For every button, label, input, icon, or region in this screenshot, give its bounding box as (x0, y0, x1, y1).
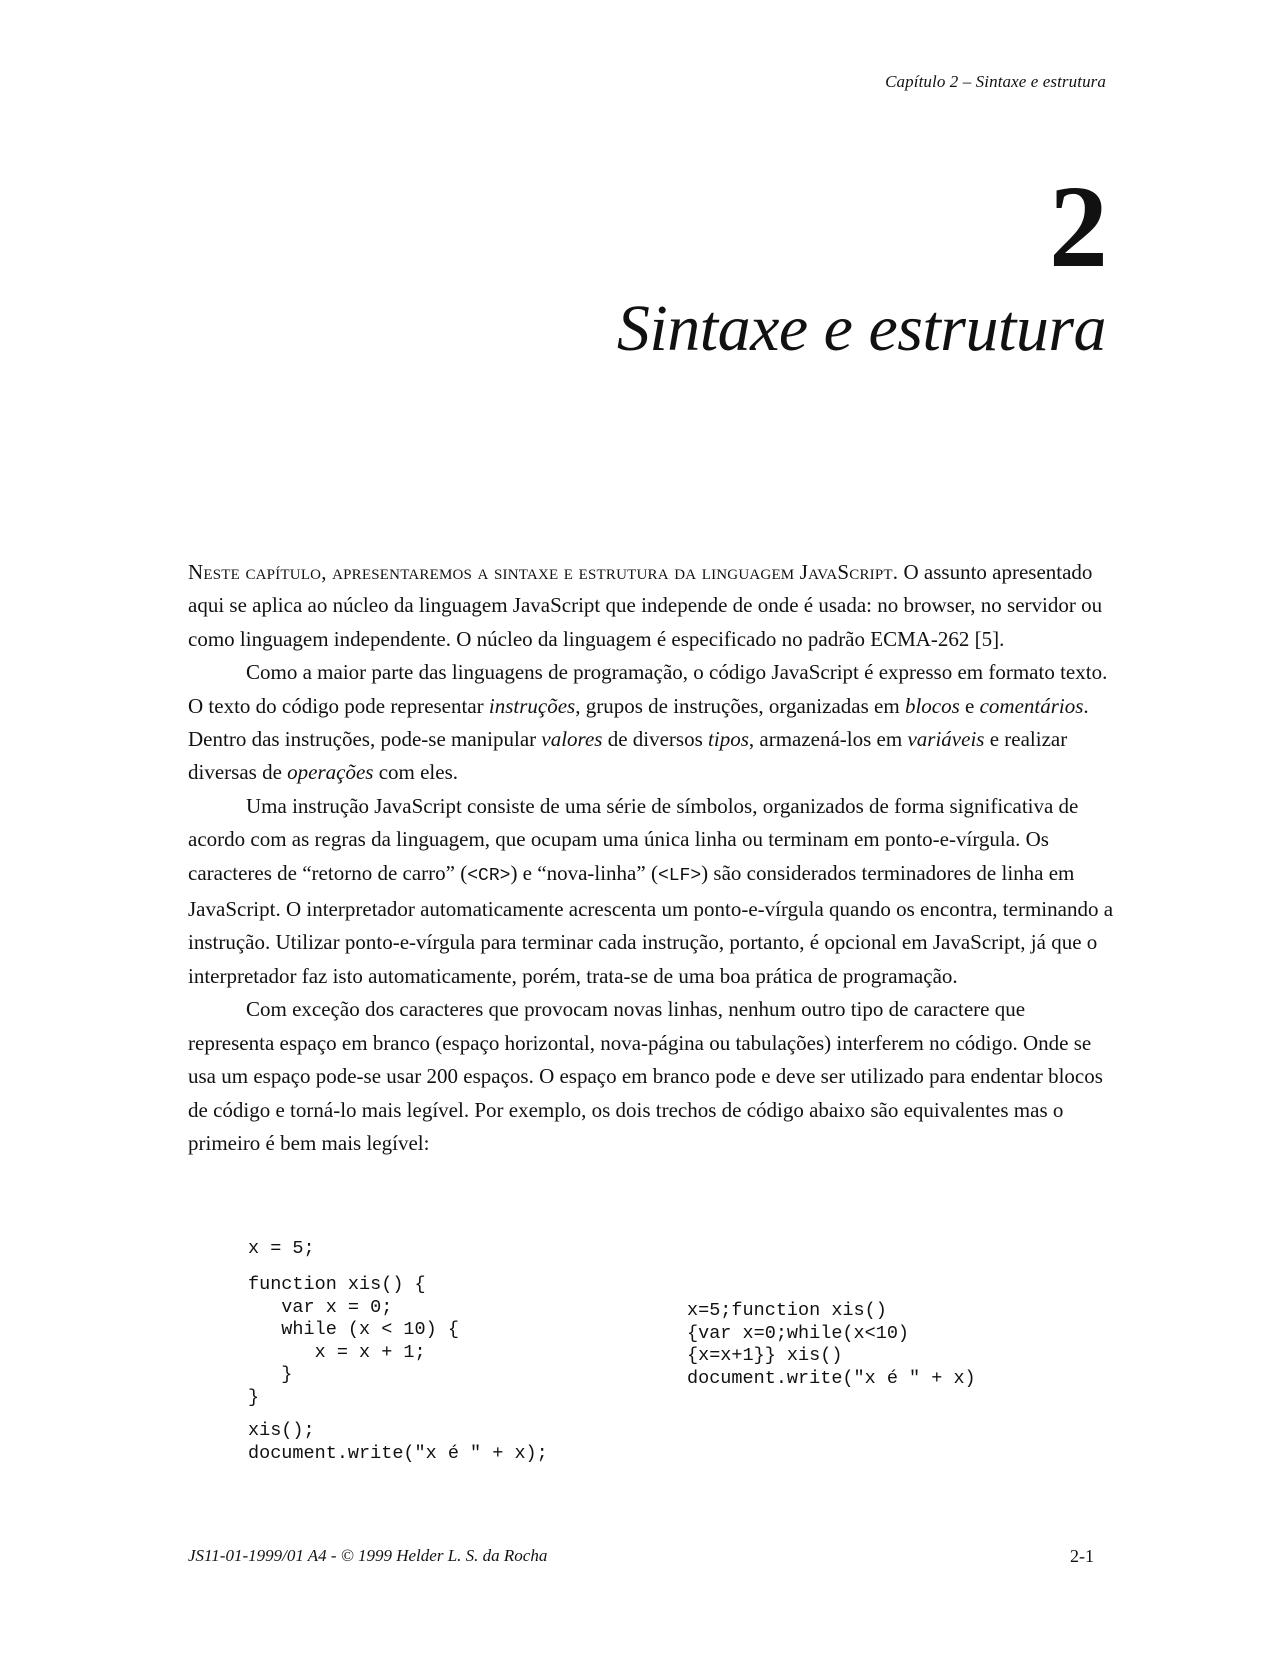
paragraph-2-text: e realizar diversas de (188, 727, 1068, 785)
paragraph-1-text: O assunto apresentado aqui se aplica ao núcleo da linguagem JavaScript que independe de onde é usada: no browser, no servidor ou como linguagem independente. O núcleo da linguagem é especificado no padrão ECMA-262 [5]. (188, 560, 1103, 651)
paragraph-2-text: com eles. (373, 760, 459, 785)
paragraph-4: Com exceção dos caracteres que provocam novas linhas, nenhum outro tipo de caractere que representa espaço em branco (espaço horizontal, nova-página ou tabulações) interferem no código. Onde se usa um espaço pode-se usar 200 espaços. O espaço em branco pode e deve ser utilizado para endentar blocos de código e torná-lo mais legível. Por exemplo, os dois trechos de código abaixo são equivalentes mas o primeiro é bem mais legível: (188, 997, 1103, 1155)
code-block-readable-call: xis(); document.write("x é " + x); (248, 1420, 548, 1464)
code-block-compact: x=5;function xis() {var x=0;while(x<10) {x=x+1}} xis() document.write("x é " + x) (687, 1300, 976, 1389)
chapter-title: Sintaxe e estrutura (616, 292, 1106, 365)
code-block-readable-assignment: x = 5; (248, 1238, 315, 1259)
paragraph-3-text: ) e “nova-linha” ( (510, 860, 658, 885)
emphasis-tipos: tipos (708, 727, 749, 752)
emphasis-comentarios: comentários (979, 693, 1084, 718)
paragraph-2-text: , grupos de instruções, organizadas em (575, 693, 905, 718)
emphasis-blocos: blocos (904, 693, 960, 718)
running-header: Capítulo 2 – Sintaxe e estrutura (885, 72, 1106, 91)
chapter-number: 2 (1049, 161, 1108, 292)
inline-code-cr: <CR> (467, 865, 511, 886)
inline-code-lf: <LF> (657, 865, 702, 886)
page-number: 2-1 (1070, 1546, 1094, 1566)
emphasis-operacoes: operações (287, 760, 374, 785)
body-text (188, 556, 1114, 1160)
paragraph-1 (188, 556, 1114, 656)
footer-copyright: JS11-01-1999/01 A4 - © 1999 Helder L. S. da Rocha (188, 1546, 548, 1565)
paragraph-lead-in: Neste capítulo, apresentaremos a sintaxe e estrutura da linguagem JavaScript. (188, 560, 899, 584)
paragraph-3 (188, 790, 1114, 993)
paragraph-2-text: de diversos (602, 727, 709, 752)
paragraph-2-text: , armazená-los em (748, 727, 908, 752)
paragraph-2-text: . Dentro das instruções, pode-se manipular (188, 693, 1089, 752)
paragraph-3-text: ) são considerados terminadores de linha em JavaScript. O interpretador automaticamente acrescenta um ponto-e-vírgula quando os encontra, terminando a instrução. Utilizar ponto-e-vírgula para terminar cada instrução, portanto, é opcional em JavaScript, já que o interpretador faz isto automaticamente, porém, trata-se de uma boa prática de programação. (188, 860, 1114, 988)
emphasis-instrucoes: instruções (488, 693, 576, 718)
paragraph-2-text: Como a maior parte das linguagens de programação, o código JavaScript é expresso em formato texto. O texto do código pode representar (188, 660, 1108, 718)
paragraph-2-text: e (959, 693, 980, 718)
paragraph-3-text: Uma instrução JavaScript consiste de uma série de símbolos, organizados de forma significativa de acordo com as regras da linguagem, que ocupam uma única linha ou terminam em ponto-e-vírgula. Os caracteres de “retorno de carro” ( (188, 793, 1079, 885)
emphasis-variaveis: variáveis (907, 727, 985, 752)
emphasis-valores: valores (541, 727, 603, 752)
paragraph-2 (188, 656, 1114, 790)
code-block-readable-function: function xis() { var x = 0; while (x < 10) { x = x + 1; } } (248, 1274, 459, 1408)
